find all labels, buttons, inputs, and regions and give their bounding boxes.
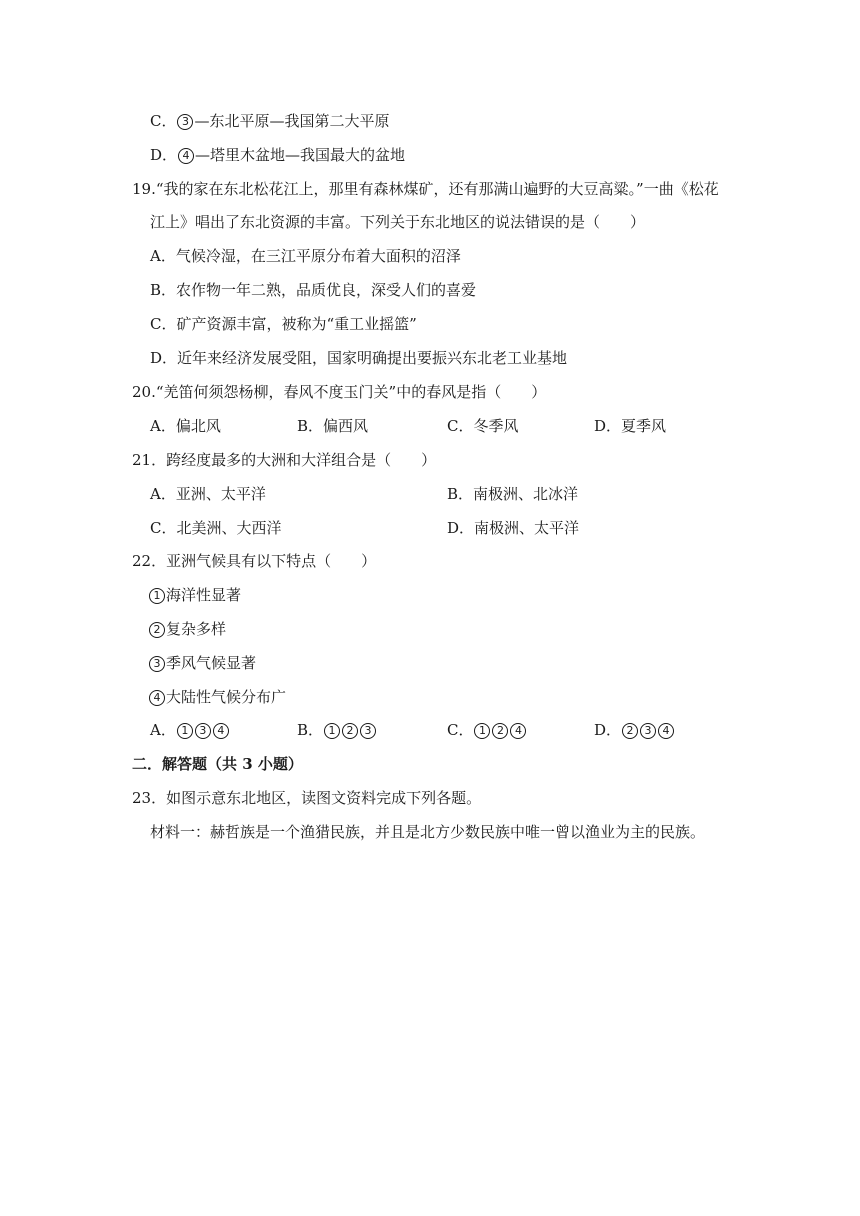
q20-option-b: B．偏西风 bbox=[297, 417, 369, 435]
circled-number: 1 bbox=[474, 723, 490, 739]
circled-number: 2 bbox=[492, 723, 508, 739]
q22-option-b bbox=[297, 720, 377, 740]
circled-number: 1 bbox=[177, 723, 193, 739]
q22-item-3 bbox=[148, 653, 256, 673]
q18-option-c bbox=[150, 111, 390, 131]
circled-number: 4 bbox=[658, 723, 674, 739]
q21-option-d: D．南极洲、太平洋 bbox=[447, 519, 580, 537]
q22-option-a bbox=[150, 720, 230, 740]
q19-stem-line2: 江上》唱出了东北资源的丰富。下列关于东北地区的说法错误的是（ ） bbox=[150, 213, 646, 231]
q22-option-c-letter: C． bbox=[447, 721, 474, 739]
q20-stem: 20.“羌笛何须怨杨柳，春风不度玉门关”中的春风是指（ ） bbox=[132, 383, 547, 401]
q20-option-d: D．夏季风 bbox=[594, 417, 667, 435]
circled-number: 3 bbox=[640, 723, 656, 739]
q22-item-4-text: 大陆性气候分布广 bbox=[166, 688, 287, 706]
q19-option-c: C．矿产资源丰富，被称为“重工业摇篮” bbox=[150, 315, 417, 333]
circled-number: 1 bbox=[149, 588, 165, 604]
q22-option-d bbox=[594, 720, 675, 740]
q21-option-b: B．南极洲、北冰洋 bbox=[447, 485, 579, 503]
q22-item-3-text: 季风气候显著 bbox=[166, 654, 257, 672]
q21-option-c: C．北美洲、大西洋 bbox=[150, 519, 282, 537]
q21-option-a: A．亚洲、太平洋 bbox=[150, 485, 266, 503]
circled-number: 2 bbox=[622, 723, 638, 739]
circled-number: 2 bbox=[149, 622, 165, 638]
q19-option-a: A．气候冷湿，在三江平原分布着大面积的沼泽 bbox=[150, 247, 461, 265]
q20-option-c: C．冬季风 bbox=[447, 417, 519, 435]
q22-option-b-letter: B． bbox=[297, 721, 324, 739]
circled-number: 2 bbox=[342, 723, 358, 739]
circled-number: 3 bbox=[360, 723, 376, 739]
q19-option-b: B．农作物一年二熟，品质优良，深受人们的喜爱 bbox=[150, 281, 477, 299]
q23-stem: 23．如图示意东北地区，读图文资料完成下列各题。 bbox=[132, 789, 482, 807]
q22-option-c bbox=[447, 720, 527, 740]
q18-option-d-text: D． 4 —塔里木盆地—我国最大的盆地 bbox=[150, 146, 406, 164]
q18-option-c-text: C． 3 —东北平原—我国第二大平原 bbox=[150, 112, 390, 130]
q18-option-d bbox=[150, 145, 405, 165]
circled-number: 4 bbox=[510, 723, 526, 739]
q20-option-a: A．偏北风 bbox=[150, 417, 221, 435]
q22-option-d-letter: D． bbox=[594, 721, 622, 739]
circled-number: 3 bbox=[195, 723, 211, 739]
circled-number: 3 bbox=[149, 656, 165, 672]
q22-item-1-text: 海洋性显著 bbox=[166, 586, 242, 604]
q23-material-1: 材料一：赫哲族是一个渔猎民族，并且是北方少数民族中唯一曾以渔业为主的民族。 bbox=[150, 823, 706, 841]
section-heading: 二．解答题（共 3 小题） bbox=[132, 755, 303, 773]
q19-stem-line1: 19.“我的家在东北松花江上，那里有森林煤矿，还有那满山遍野的大豆高粱。”一曲《松花 bbox=[132, 180, 719, 198]
q22-item-4 bbox=[148, 687, 286, 707]
q21-stem: 21．跨经度最多的大洲和大洋组合是（ ） bbox=[132, 451, 437, 469]
q22-option-a-letter: A． bbox=[150, 721, 176, 739]
circled-number: 4 bbox=[213, 723, 229, 739]
circled-number: 4 bbox=[149, 690, 165, 706]
q22-item-2 bbox=[148, 619, 226, 639]
q22-item-2-text: 复杂多样 bbox=[166, 620, 227, 638]
circled-number: 1 bbox=[324, 723, 340, 739]
q22-stem: 22．亚洲气候具有以下特点（ ） bbox=[132, 552, 377, 570]
q19-option-d: D．近年来经济发展受阻，国家明确提出要振兴东北老工业基地 bbox=[150, 349, 568, 367]
q22-item-1 bbox=[148, 585, 241, 605]
